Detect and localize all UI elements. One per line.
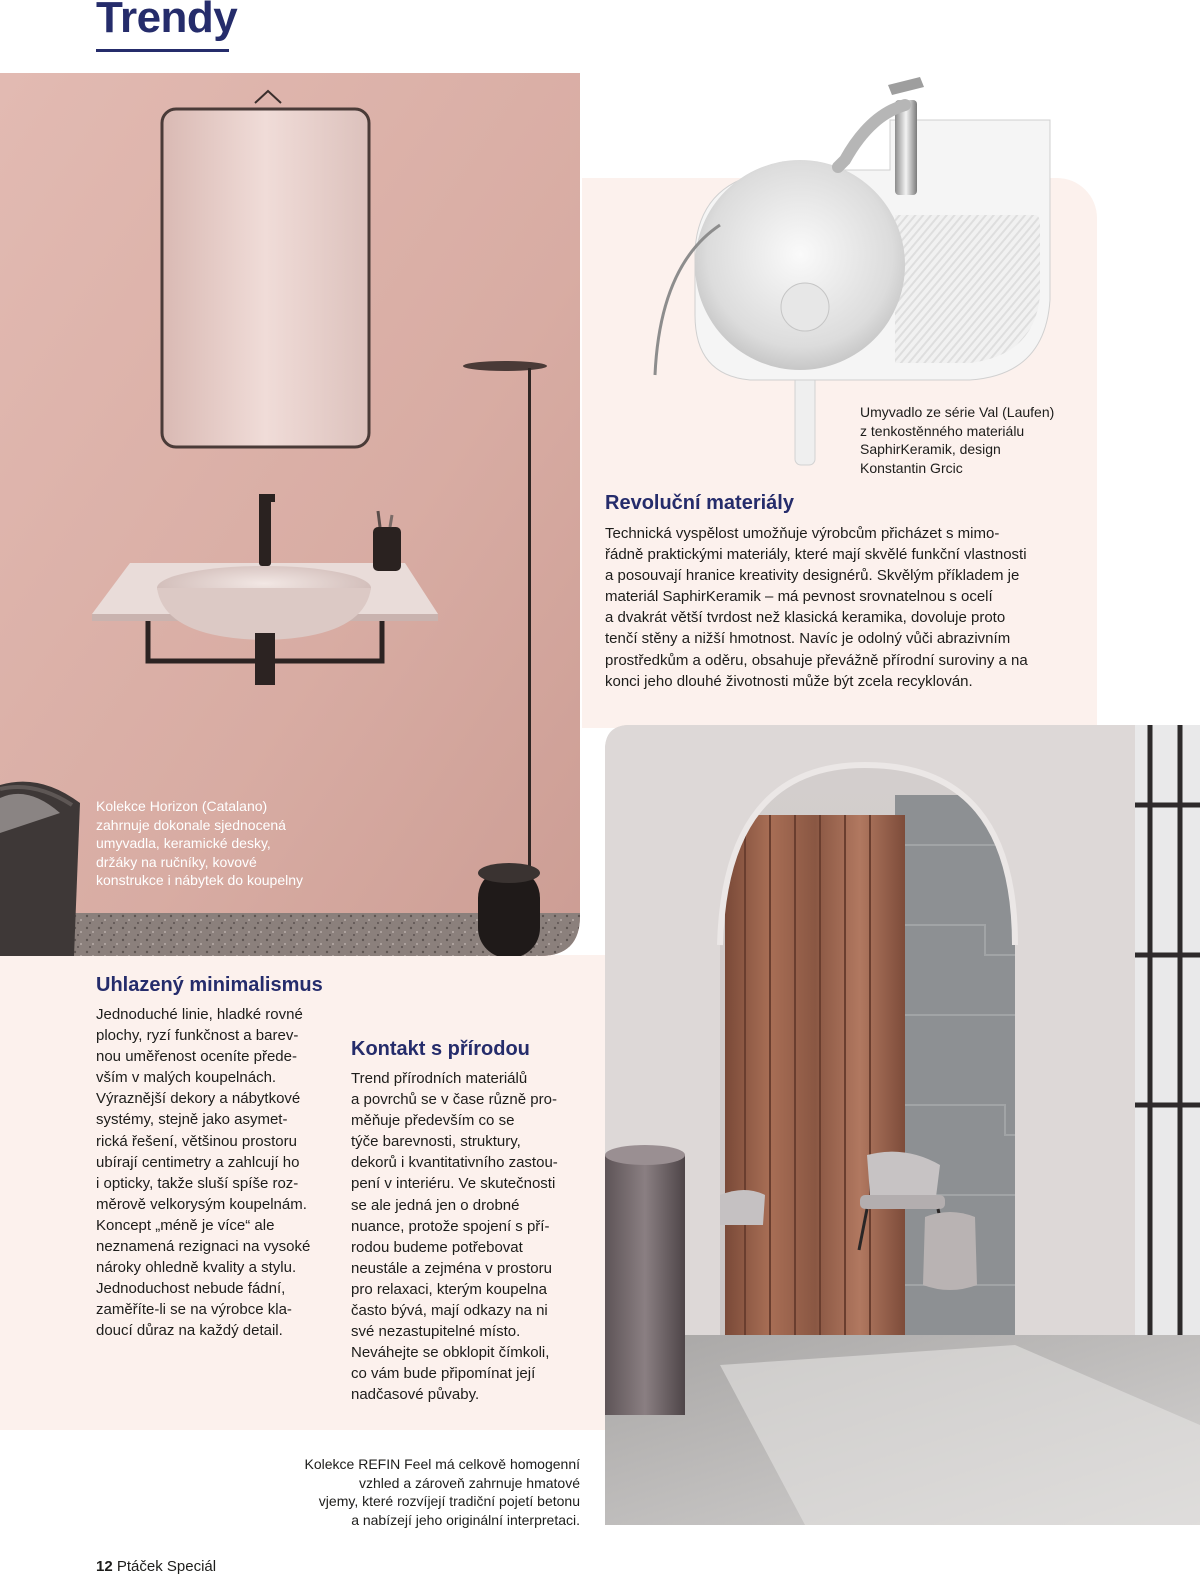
body-line: Koncept „méně je více“ ale — [96, 1216, 275, 1234]
body-line: se ale jedná jen o drobné — [351, 1196, 520, 1214]
page-number: 12 — [96, 1558, 113, 1575]
publication-name: Ptáček Speciál — [116, 1558, 217, 1575]
caption-line: zahrnuje dokonale sjednocená — [96, 816, 286, 833]
body-line: doucí důraz na každý detail. — [96, 1322, 283, 1340]
body-line: nároky ohledně kvality a stylu. — [96, 1259, 297, 1277]
body-line: měňuje především co se — [351, 1112, 515, 1130]
body-line: Jednoduchost nebude fádní, — [96, 1280, 286, 1298]
body-line: rodou budeme potřebovat — [351, 1238, 523, 1256]
body-line: ubírají centimetry a zahlcují ho — [96, 1153, 300, 1171]
section-revolucni-materialy — [605, 491, 1075, 692]
section-title: Revoluční materiály — [605, 492, 794, 514]
caption-line: Umyvadlo ze série Val (Laufen) — [860, 404, 1055, 420]
body-line: pení v interiéru. Ve skutečnosti — [351, 1175, 556, 1193]
body-line: neustále a zejména v prostoru — [351, 1259, 552, 1277]
title-underline — [96, 49, 229, 52]
body-line: pro relaxaci, kterým koupelna — [351, 1280, 547, 1298]
body-line: rická řešení, většinou prostoru — [96, 1132, 297, 1150]
caption-line: vzhled a zároveň zahrnuje hmatové — [358, 1474, 580, 1491]
body-line: Výraznější dekory a nábytkové — [96, 1090, 301, 1108]
body-line: Neváhejte se obklopit čímkoli, — [351, 1344, 550, 1362]
caption-line: Konstantin Grcic — [860, 459, 963, 476]
section-title: Kontakt s přírodou — [351, 1038, 530, 1060]
body-line: své nezastupitelné místo. — [351, 1323, 521, 1341]
body-line: a dvakrát větší tvrdost než klasická keramika, dovoluje proto — [605, 609, 1006, 627]
body-line: Trend přírodních materiálů — [351, 1070, 528, 1087]
body-line: a povrchů se v čase různě pro- — [351, 1091, 557, 1109]
caption-line: konstrukce i nábytek do koupelny — [96, 872, 304, 888]
body-line: řádně praktickými materiály, které mají skvělé funkční vlastnosti — [605, 546, 1027, 564]
caption-line: z tenkostěnného materiálu — [860, 422, 1025, 439]
caption-line: vjemy, které rozvíjejí tradiční pojetí betonu — [318, 1493, 580, 1509]
body-line: plochy, ryzí funkčnost a barev- — [96, 1027, 299, 1045]
body-line: materiál SaphirKeramik – má pevnost srovnatelnou s ocelí — [605, 588, 993, 606]
refin-caption — [270, 1455, 580, 1529]
body-line: systémy, stejně jako asymet- — [96, 1111, 288, 1129]
body-line: i opticky, takže sluší spíše roz- — [96, 1174, 299, 1192]
body-line: dekorů i kvantitativního zastou- — [351, 1154, 558, 1172]
horizon-caption — [96, 797, 356, 890]
body-line: často bývá, mají odkazy na ni — [351, 1302, 548, 1320]
body-line: nadčasové půvaby. — [351, 1386, 480, 1404]
body-line: měrově velkorysým koupelnám. — [96, 1195, 307, 1213]
val-caption — [860, 403, 1090, 477]
body-line: týče barevnosti, struktury, — [351, 1133, 521, 1151]
body-line: vším v malých koupelnách. — [96, 1069, 277, 1087]
section-kontakt-s-prirodou — [351, 1037, 591, 1406]
refin-interior-photo — [605, 725, 1200, 1525]
section-title: Uhlazený minimalismus — [96, 974, 323, 996]
caption-line: a nabízejí jeho originální interpretaci. — [351, 1511, 580, 1528]
caption-line: držáky na ručníky, kovové — [96, 853, 257, 870]
page-title: Trendy — [96, 0, 238, 42]
body-line: nou uměřenost oceníte přede- — [96, 1048, 297, 1066]
body-line: a posouvají hranice kreativity designérů. Skvělým příkladem je — [605, 567, 1020, 585]
caption-line: SaphirKeramik, design — [860, 441, 1001, 457]
body-line: tenčí stěny a nižší hmotnost. Navíc je odolný vůči abrazivním — [605, 630, 1011, 648]
body-line: nuance, protože spojení s pří- — [351, 1217, 550, 1235]
body-line: zaměříte-li se na výrobce kla- — [96, 1301, 292, 1319]
body-line: Jednoduché linie, hladké rovné — [96, 1006, 303, 1023]
body-line: neznamená rezignaci na vysoké — [96, 1238, 311, 1256]
caption-line: Kolekce Horizon (Catalano) — [96, 798, 268, 814]
section-uhlazeny-minimalismus — [96, 973, 346, 1342]
caption-line: umyvadla, keramické desky, — [96, 835, 271, 851]
body-line: konci jeho dlouhé životnosti může být zcela recyklován. — [605, 672, 973, 690]
caption-line: Kolekce REFIN Feel má celkově homogenní — [304, 1456, 580, 1472]
body-line: co vám bude připomínat její — [351, 1365, 536, 1383]
page-footer — [96, 1558, 216, 1575]
body-line: prostředkům a oděru, obsahuje převážně přírodní suroviny a na — [605, 651, 1028, 669]
body-line: Technická vyspělost umožňuje výrobcům přicházet s mimo- — [605, 525, 1000, 542]
